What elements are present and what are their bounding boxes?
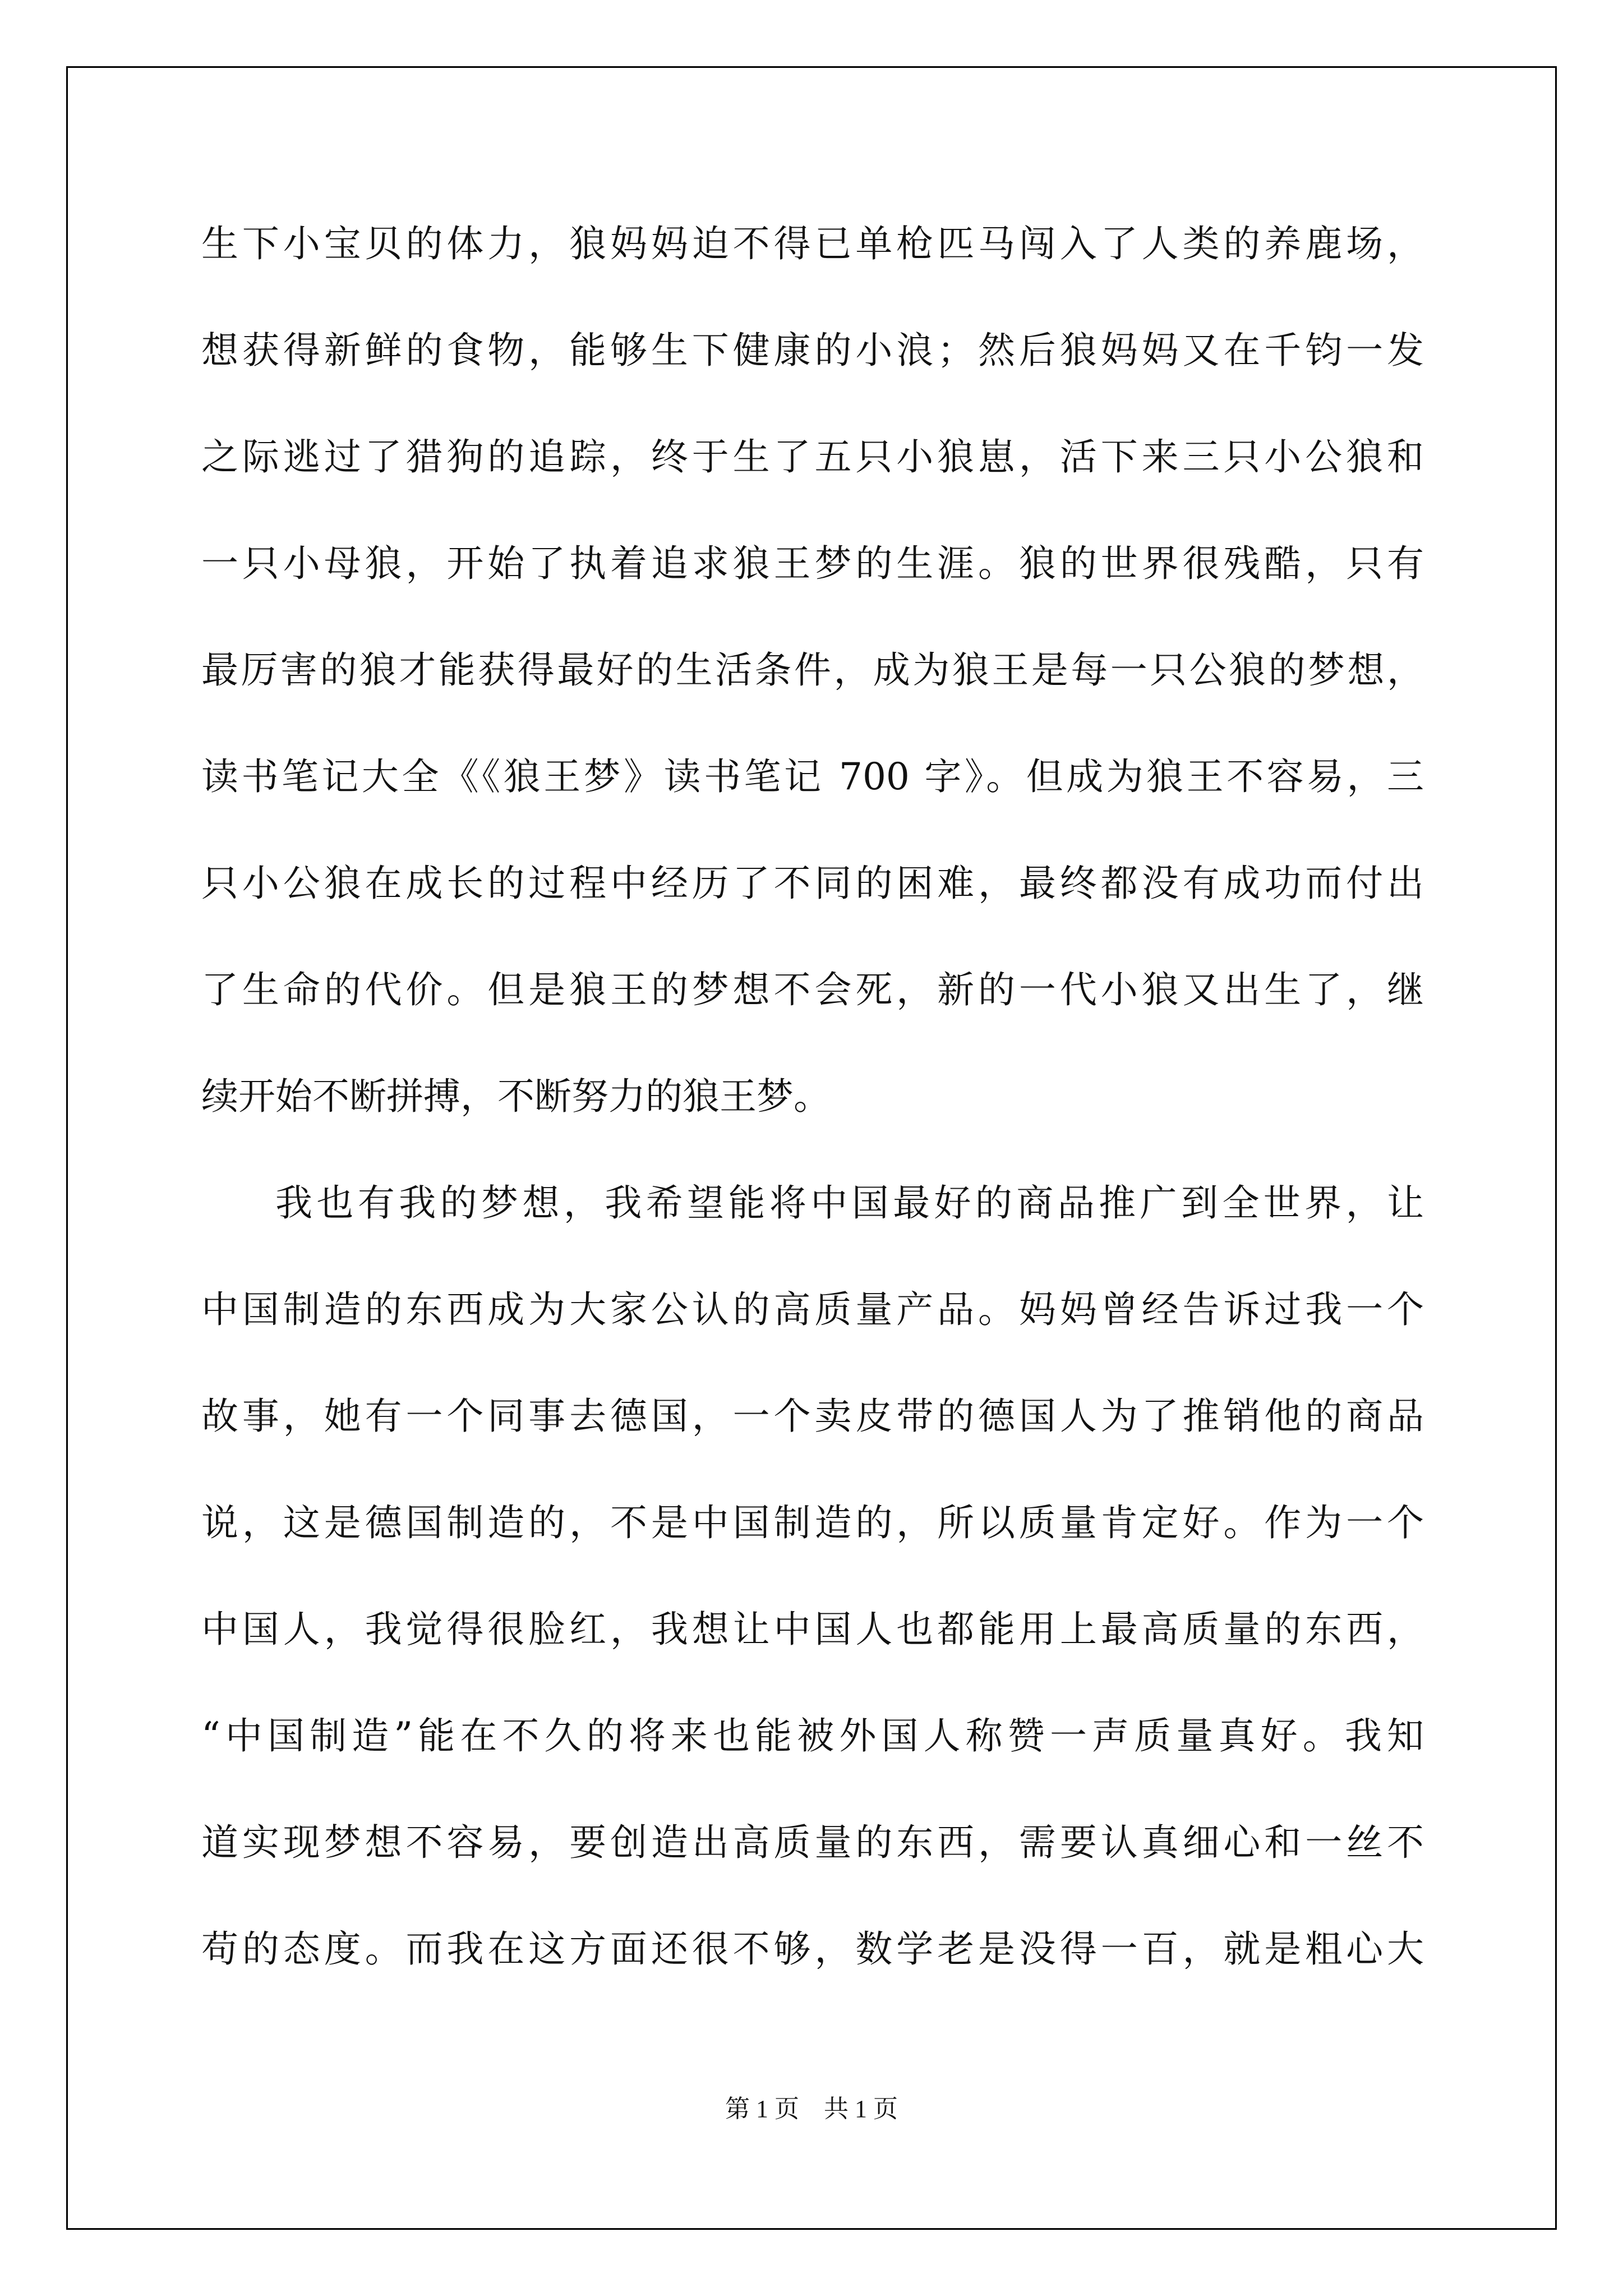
text-line: 了生命的代价。但是狼王的梦想不会死，新的一代小狼又出生了，继 [201,968,1424,1011]
text-line: 中国制造的东西成为大家公认的高质量产品。妈妈曾经告诉过我一个 [201,1288,1424,1331]
text-line: 道实现梦想不容易，要创造出高质量的东西，需要认真细心和一丝不 [201,1821,1424,1864]
text-line: 最厉害的狼才能获得最好的生活条件，成为狼王是每一只公狼的梦想， [201,648,1424,692]
text-line: 故事，她有一个同事去德国，一个卖皮带的德国人为了推销他的商品 [201,1395,1424,1438]
text-line: 生下小宝贝的体力，狼妈妈迫不得已单枪匹马闯入了人类的养鹿场， [201,222,1424,265]
text-line: 之际逃过了猎狗的追踪，终于生了五只小狼崽，活下来三只小公狼和 [201,435,1424,478]
page-number-footer: 第 1 页 共 1 页 [725,2095,898,2123]
text-line: 中国人，我觉得很脸红，我想让中国人也都能用上最高质量的东西， [201,1608,1424,1651]
text-line: 一只小母狼，开始了执着追求狼王梦的生涯。狼的世界很残酷，只有 [201,542,1424,585]
text-line: “中国制造”能在不久的将来也能被外国人称赞一声质量真好。我知 [201,1714,1424,1757]
text-line: 续开始不断拼搏，不断努力的狼王梦。 [201,1075,831,1118]
text-line: 读书笔记大全《《狼王梦》读书笔记 700 字》。但成为狼王不容易，三 [201,755,1424,798]
document-body [201,191,1424,2003]
text-line: 说，这是德国制造的，不是中国制造的，所以质量肯定好。作为一个 [201,1501,1424,1544]
paragraph-first-line: 我也有我的梦想，我希望能将中国最好的商品推广到全世界，让 [275,1181,1424,1225]
text-line: 只小公狼在成长的过程中经历了不同的困难，最终都没有成功而付出 [201,862,1424,905]
text-line: 苟的态度。而我在这方面还很不够，数学老是没得一百，就是粗心大 [201,1927,1424,1971]
text-line: 想获得新鲜的食物，能够生下健康的小浪；然后狼妈妈又在千钧一发 [201,329,1424,372]
